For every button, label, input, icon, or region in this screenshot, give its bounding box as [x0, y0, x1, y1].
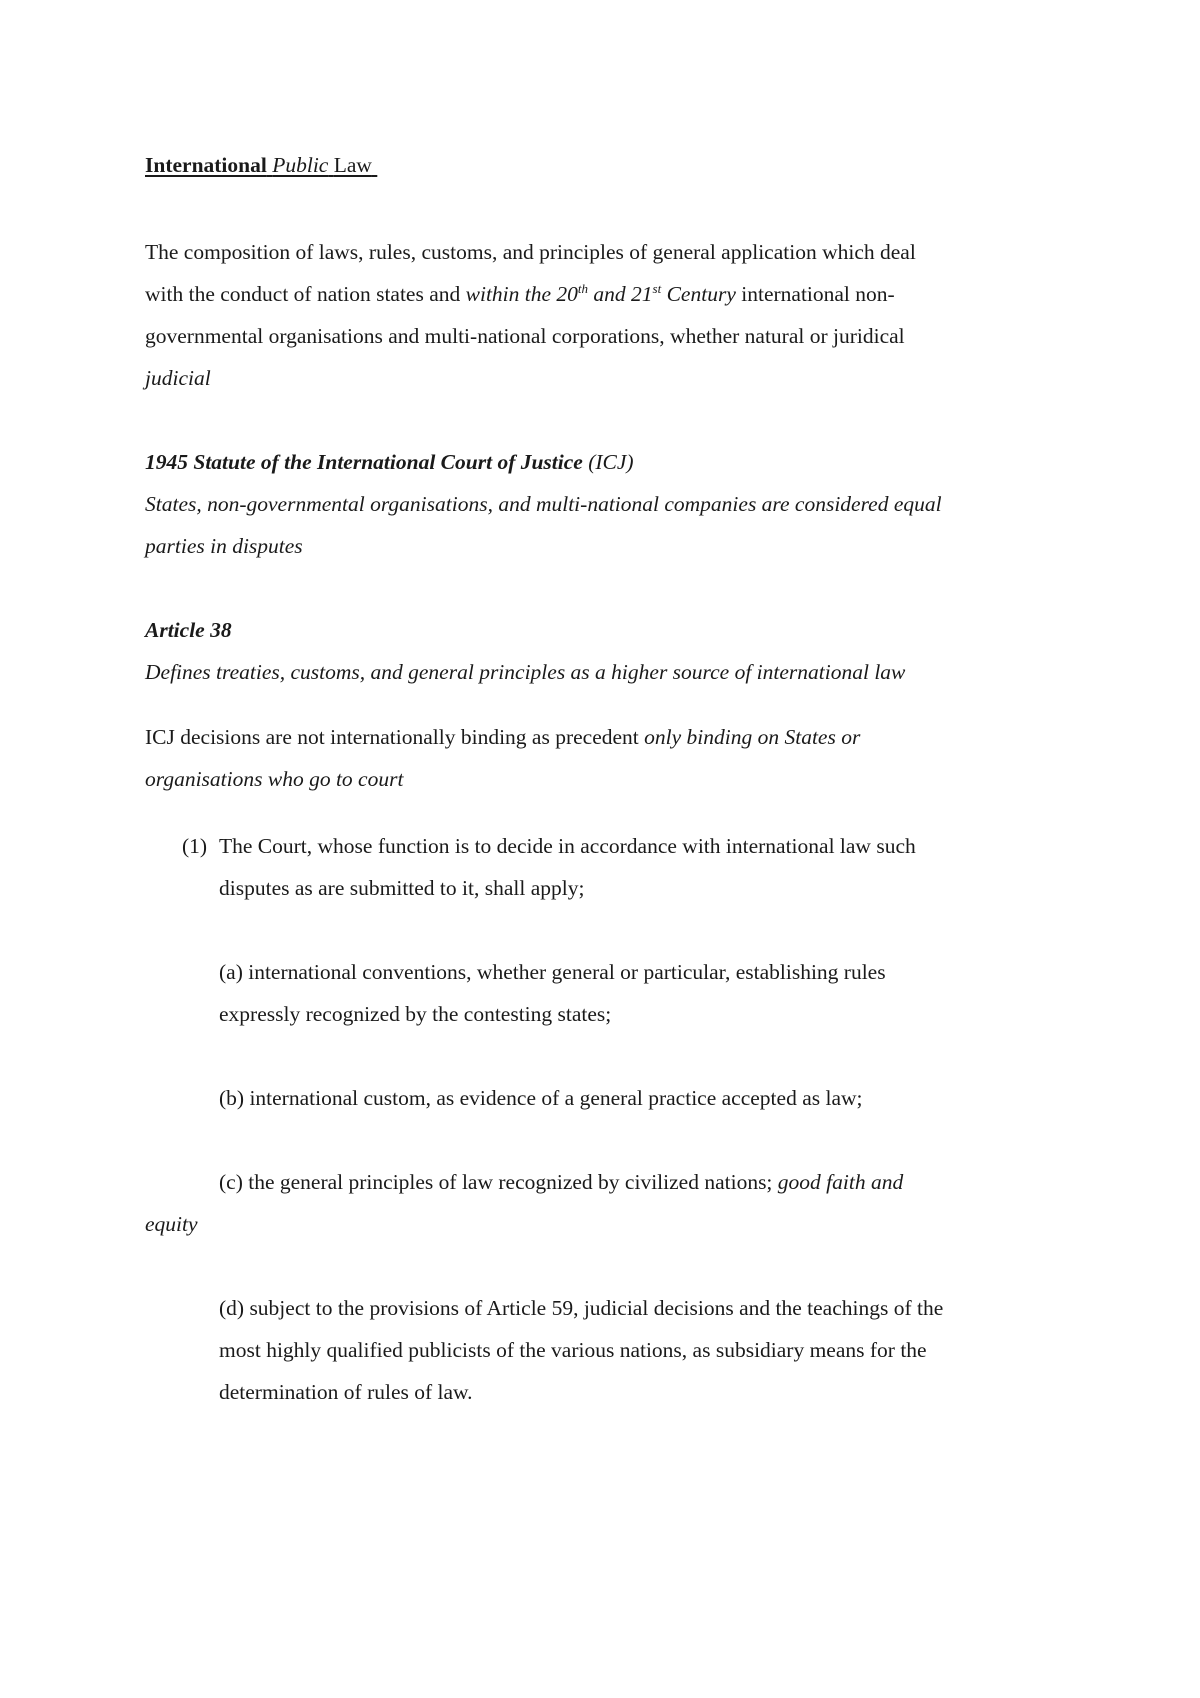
century-21: and 21	[593, 282, 653, 306]
article-heading: Article 38	[145, 618, 232, 642]
clause-c-text: (c) the general principles of law recognized by civilized nations;	[219, 1170, 773, 1194]
title-part-law: Law	[333, 153, 372, 177]
icj-italic: only binding on States or	[644, 725, 861, 749]
icj-text: ICJ decisions are not internationally binding as precedent	[145, 725, 639, 749]
definition-text-end: international non-	[741, 282, 895, 306]
provision-number: (1)	[182, 834, 208, 858]
clause-d-line-3: determination of rules of law.	[219, 1380, 473, 1404]
definition-text: with the conduct of nation states and	[145, 282, 461, 306]
icj-line-2: organisations who go to court	[145, 767, 404, 791]
statute-heading-title: 1945 Statute of the International Court of Justice	[145, 450, 583, 474]
statute-heading-abbr: (ICJ)	[588, 450, 634, 474]
century-word: Century	[666, 282, 736, 306]
definition-century-phrase	[466, 282, 736, 306]
article-description: Defines treaties, customs, and general principles as a higher source of international law	[145, 660, 906, 684]
century-20: within the 20	[465, 282, 578, 306]
statute-line-1: States, non-governmental organisations, and multi-national companies are considered equal	[145, 492, 942, 516]
clause-b: (b) international custom, as evidence of a general practice accepted as law;	[219, 1086, 863, 1110]
definition-line-4: judicial	[145, 366, 211, 390]
title-part-public: Public	[272, 153, 329, 177]
definition-line-3: governmental organisations and multi-national corporations, whether natural or juridical	[145, 324, 905, 348]
clause-d-line-2: most highly qualified publicists of the various nations, as subsidiary means for the	[219, 1338, 927, 1362]
clause-c-line-1	[219, 1172, 903, 1194]
statute-line-2: parties in disputes	[145, 534, 303, 558]
clause-d-line-1: (d) subject to the provisions of Article 59, judicial decisions and the teachings of the	[219, 1296, 944, 1320]
clause-a-line-1: (a) international conventions, whether general or particular, establishing rules	[219, 960, 886, 984]
clause-c-italic: good faith and	[777, 1170, 904, 1194]
title-part-international: International	[145, 153, 267, 177]
definition-line-2	[145, 281, 895, 306]
statute-heading	[145, 452, 634, 474]
provision-line-2: disputes as are submitted to it, shall apply;	[219, 876, 585, 900]
sup-th: th	[577, 281, 589, 296]
sup-st: st	[652, 281, 662, 296]
clause-c-line-2: equity	[145, 1212, 198, 1236]
clause-a-line-2: expressly recognized by the contesting states;	[219, 1002, 612, 1026]
page-title	[145, 155, 377, 177]
definition-line-1: The composition of laws, rules, customs, and principles of general application which deal	[145, 240, 916, 264]
provision-line-1: The Court, whose function is to decide in accordance with international law such	[219, 834, 916, 858]
icj-line-1	[145, 727, 860, 749]
